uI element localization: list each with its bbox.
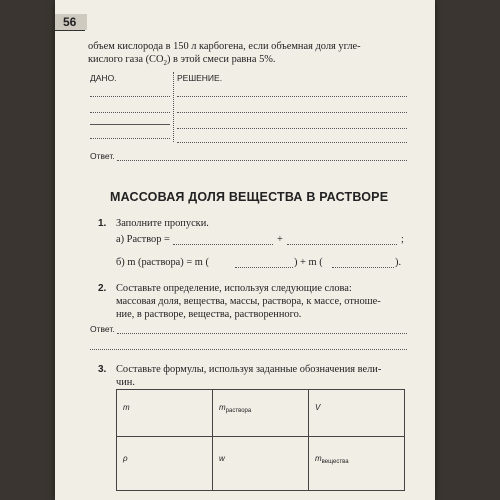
task2-number: 2.: [98, 283, 107, 294]
task-top-line1: объем кислорода в 150 л карбогена, если объемная доля угле-: [88, 41, 361, 52]
task1-number: 1.: [98, 218, 107, 229]
symbol-sub-substance: вещества: [321, 458, 349, 465]
task1-a-end: ;: [401, 234, 404, 245]
task-top-line2: [88, 53, 276, 70]
workbook-page: [55, 0, 435, 500]
task1-b-blank-2[interactable]: [332, 267, 394, 268]
task2-line1: Составьте определение, используя следующие слова:: [116, 283, 352, 294]
table-row: [117, 436, 405, 490]
given-solution-divider: [90, 124, 170, 125]
given-line-1[interactable]: [90, 96, 170, 97]
task2-line3: ние, в растворе, вещества, растворенного.: [116, 309, 302, 320]
table-cell[interactable]: [309, 390, 405, 437]
symbol-sub-solution: раствора: [225, 408, 252, 414]
task1-b-mid: ) + m (: [294, 257, 323, 268]
answer-line-top[interactable]: [117, 160, 407, 161]
task3-line2: чин.: [116, 377, 135, 388]
symbol-m: m: [123, 403, 130, 412]
symbol-m-solution: m: [219, 403, 226, 412]
task3-number: 3.: [98, 364, 107, 375]
given-label: ДАНО.: [90, 73, 117, 83]
solution-line-2[interactable]: [177, 112, 407, 113]
task1-a-label: а) Раствор =: [116, 234, 170, 245]
task1-a-blank-1[interactable]: [173, 244, 273, 245]
symbol-m-substance: m: [315, 453, 322, 463]
section-title: МАССОВАЯ ДОЛЯ ВЕЩЕСТВА В РАСТВОРЕ: [110, 190, 389, 204]
table-cell[interactable]: [213, 390, 309, 437]
solution-line-4[interactable]: [177, 142, 407, 143]
solution-line-1[interactable]: [177, 96, 407, 97]
table-cell[interactable]: [117, 436, 213, 490]
co2-subscript: 2: [163, 59, 167, 68]
symbol-rho: ρ: [123, 453, 128, 463]
page-number: 56: [55, 14, 87, 30]
given-line-3[interactable]: [90, 138, 170, 139]
table-cell[interactable]: [309, 436, 405, 490]
page-number-rule: [55, 30, 85, 31]
symbol-w: w: [219, 453, 225, 463]
task1-b-blank-1[interactable]: [235, 267, 293, 268]
given-solution-separator: [173, 72, 174, 142]
task1-b-label: б) m (раствора) = m (: [116, 257, 209, 268]
task2-answer-line-2[interactable]: [90, 349, 407, 350]
solution-label: РЕШЕНИЕ.: [177, 73, 223, 83]
task2-answer-line-1[interactable]: [117, 333, 407, 334]
task1-a-plus: +: [277, 234, 283, 245]
task-top-line2-end: ) в этой смеси равна 5%.: [166, 54, 276, 65]
task1-title: Заполните пропуски.: [116, 218, 209, 229]
task-top-line2-start: кислого газа (CO: [88, 54, 164, 65]
task3-line1: Составьте формулы, используя заданные обозначения вели-: [116, 364, 382, 375]
table-cell[interactable]: [213, 436, 309, 490]
task1-a-blank-2[interactable]: [287, 244, 397, 245]
formula-table: [116, 389, 405, 491]
table-row: [117, 390, 405, 437]
task2-answer-label: Ответ.: [90, 324, 115, 334]
table-cell[interactable]: [117, 390, 213, 437]
task1-b-end: ).: [395, 257, 402, 268]
answer-label-top: Ответ.: [90, 151, 115, 161]
solution-line-3[interactable]: [177, 128, 407, 129]
task2-line2: массовая доля, вещества, массы, раствора, к массе, отноше-: [116, 296, 381, 307]
given-line-2[interactable]: [90, 112, 170, 113]
symbol-v: V: [315, 403, 321, 412]
